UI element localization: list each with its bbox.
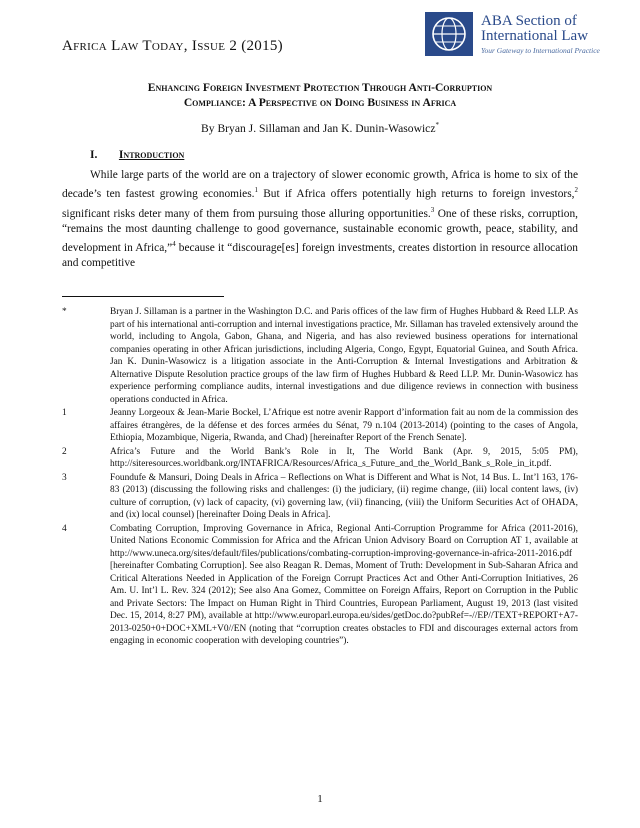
para-text-1: While large parts of the world are on a trajectory of slower economic growth, Africa is home to six of the decade’s ten fastest growing economies.	[62, 169, 578, 201]
title-line2: Compliance: A Perspective on Doing Business in Africa	[183, 96, 457, 109]
title-line1: Enhancing Foreign Investment Protection Through Anti-Corruption	[147, 81, 493, 94]
footnote-text[interactable]: Africa’s Future and the World Bank’s Role in It, The World Bank (Apr. 9, 2015, 5:05 PM), http://siteresources.worldbank.org/INTAFRICA/Resources/Africa_s_Future_and_the_World_Bank_s_Role_in_it.pdf.	[110, 446, 578, 469]
footnotes	[62, 306, 578, 649]
footnote-ref-3[interactable]: 3	[430, 205, 435, 214]
logo-line2: International Law	[481, 28, 589, 44]
byline-authors: By Bryan J. Sillaman and Jan K. Dunin-Wasowicz	[201, 121, 436, 135]
para-text-3: significant risks deter many of them from pursuing those alluring opportunities.	[62, 207, 431, 220]
byline	[62, 121, 578, 135]
para-text-4: One of these risks, corruption, “remains the most daunting challenge to good governance, sustainable economic growth, peace, stability, and development in Africa,”	[62, 207, 578, 255]
footnote-mark: 1	[62, 408, 67, 418]
article-title	[62, 80, 578, 110]
para-text-2: But if Africa offers potentially high returns to foreign investors,	[258, 188, 575, 201]
section-number: I.	[90, 148, 98, 161]
footnote-item	[62, 472, 578, 522]
footnote-item	[62, 306, 578, 406]
footnote-mark: 3	[62, 472, 67, 483]
footnote-mark: *	[62, 307, 67, 317]
footnote-mark: 2	[62, 446, 67, 457]
section-heading	[90, 148, 184, 161]
journal-header: Africa Law Today, Issue 2 (2015)	[62, 38, 283, 54]
footnote-item	[62, 446, 578, 471]
section-title: Introduction	[118, 148, 185, 161]
footnote-text: Foundufe & Mansuri, Doing Deals in Africa – Reflections on What is Different and What is Not, 14 Bus. L. Int’l 163, 176-83 (2013) (discussing the following risks and challenges: (i) the judiciary, (ii) regime change, (iii) local content laws, (iv) culture of corruption, (v) lack of capacity, (vi) governing law, (vii) financing, (viii) the Uniform Securities Act of OHADA, and (ix) local counsel) [hereinafter Doing Deals in Africa].	[110, 472, 578, 520]
footnote-text[interactable]: Combating Corruption, Improving Governance in Africa, Regional Anti-Corruption Programme for Africa (2011-2016), United Nations Economic Commission for Africa and the African Union Advisory Board on Corruption AT 1, available at http://www.uneca.org/sites/default/files/publications/combating-corruption-improving-governance-in-africa-2011-2016.pdf [hereinafter Combating Corruption]. See also Reagan R. Demas, Moment of Truth: Development in Sub-Saharan Africa and Critical Alterations Needed in Application of the Foreign Corrupt Practices Act and Other Anti-Corruption Initiatives, 26 Am. U. Int’l L. Rev. 324 (2012); See also Ana Gomez, Committee on Foreign Affairs, Report on Corruption in the Public and Private Sectors: The Impact on Human Right in Third Countries, European Parliament, August 19, 2013 (last visited Dec. 15, 2014, 8:27 PM), available at http://www.europarl.europa.eu/sides/getDoc.do?pubRef=-//EP//TEXT+REPORT+A7-2013-0250+0+DOC+XML+V0//EN (noting that “corruption creates obstacles to FDI and discourages external actors from engaging in economic cooperation with developing countries”).	[110, 523, 578, 646]
para-text-5: because it “discourage[es] foreign investments, creates distortion in resource allocation and competitive	[62, 242, 578, 270]
footnote-ref-4[interactable]: 4	[172, 240, 176, 249]
footnote-ref-1[interactable]: 1	[254, 186, 259, 195]
byline-footnote-mark: *	[435, 121, 439, 129]
footnote-ref-2[interactable]: 2	[574, 186, 578, 195]
footnote-text: Jeanny Lorgeoux & Jean-Marie Bockel, L’Afrique est notre avenir Rapport d’information fait au nom de la commission des affaires étrangères, de la défense et des forces armées du Sénat, 79 n.104 (2013-2014) (pointing to the cases of Angola, Ethiopia, Mozambique, Nigeria, Rwanda, and Chad) [hereinafter Report of the French Senate].	[110, 408, 578, 443]
globe-icon	[425, 12, 473, 56]
aba-logo	[425, 12, 610, 56]
footnote-item	[62, 407, 578, 445]
footnote-item	[62, 523, 578, 648]
logo-tagline: Your Gateway to International Practice	[481, 46, 600, 55]
intro-paragraph	[62, 168, 578, 272]
footnote-mark: 4	[62, 523, 67, 534]
footnote-divider	[62, 296, 224, 297]
logo-line1: ABA Section of	[481, 13, 577, 29]
footnote-text: Bryan J. Sillaman is a partner in the Washington D.C. and Paris offices of the law firm of Hughes Hubbard & Reed LLP. As part of his international anti-corruption and internal investigations practice, Mr. Sillaman has traveled extensively around the world, including to Angola, Gabon, Ghana, and Nigeria, and has also reviewed business operations for international companies operating in other African jurisdictions, including Algeria, Congo, Egypt, Equatorial Guinea, and South Africa. Jan K. Dunin-Wasowicz is a litigation associate in the Anti-Corruption & Internal Investigations and Arbitration & Alternative Dispute Resolution practice groups of the law firm of Hughes Hubbard & Reed LLP. Mr. Dunin-Wasowicz has experience performing compliance audits, internal investigations and due diligence reviews in connection with business operations conducted in Africa.	[110, 307, 578, 405]
page-number: 1	[317, 793, 323, 805]
